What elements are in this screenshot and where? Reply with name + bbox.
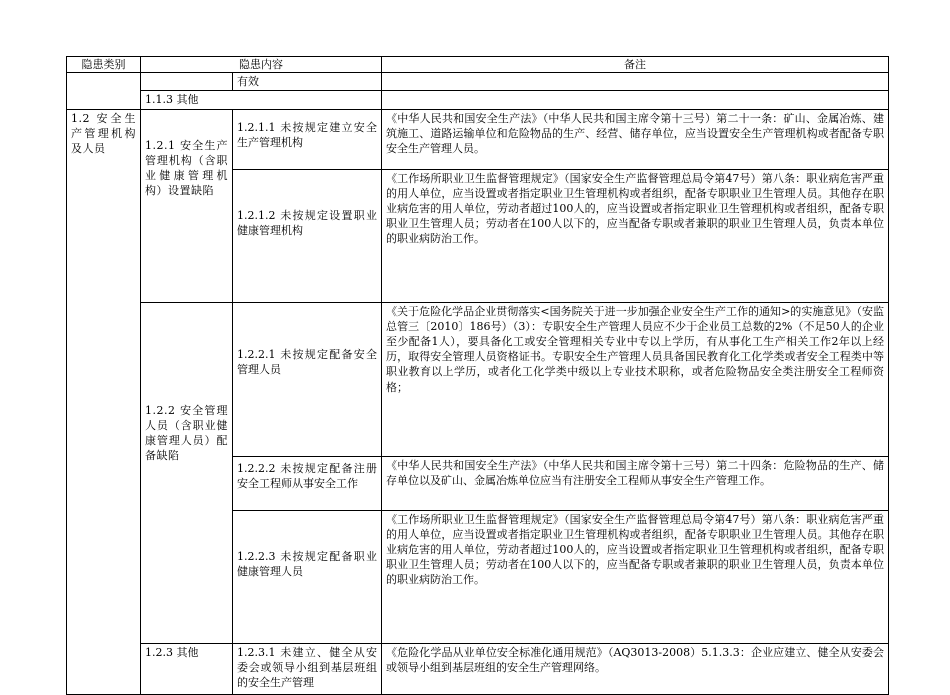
item-cell: 1.2.1.2 未按规定设置职业健康管理机构 (233, 169, 382, 302)
remarks-cell: 《中华人民共和国安全生产法》（中华人民共和国主席令第十三号）第二十四条：危险物品的生产、储存单位以及矿山、金属冶炼单位应当有注册安全工程师从事安全生产管理工作。 (382, 456, 889, 510)
header-row (67, 57, 889, 73)
header-category: 隐患类别 (67, 57, 141, 73)
remarks-cell: 《工作场所职业卫生监督管理规定》（国家安全生产监督管理总局令第47号）第八条：职业病危害严重的用人单位，应当设置或者指定职业卫生管理机构或者组织，配备专职职业卫生管理人员。其他存在职业病危害的用人单位，劳动者超过100人的，应当设置或者指定职业卫生管理机构或者组织，配备专职职业卫生管理人员；劳动者在100人以下的，应当配备专职或者兼职的职业卫生管理人员，负责本单位的职业病防治工作。 (382, 510, 889, 643)
subcategory-cell: 1.2.1 安全生产管理机构（含职业健康管理机构）设置缺陷 (141, 109, 233, 302)
table-row (67, 73, 889, 91)
hazard-table (66, 56, 889, 695)
item-cell: 1.2.1.1 未按规定建立安全生产管理机构 (233, 109, 382, 169)
subcategory-cell: 1.1.3 其他 (141, 91, 382, 109)
table-row (67, 91, 889, 109)
subcategory-cell: 1.2.3 其他 (141, 643, 233, 694)
header-content: 隐患内容 (141, 57, 382, 73)
remarks-cell: 《中华人民共和国安全生产法》（中华人民共和国主席令第十三号）第二十一条：矿山、金属冶炼、建筑施工、道路运输单位和危险物品的生产、经营、储存单位，应当设置安全生产管理机构或者配备专职安全生产管理人员。 (382, 109, 889, 169)
empty-category-cell (67, 73, 141, 109)
item-cell: 1.2.2.3 未按规定配备职业健康管理人员 (233, 510, 382, 643)
remarks-cell: 《工作场所职业卫生监督管理规定》（国家安全生产监督管理总局令第47号）第八条：职业病危害严重的用人单位，应当设置或者指定职业卫生管理机构或者组织，配备专职职业卫生管理人员。其他存在职业病危害的用人单位，劳动者超过100人的，应当设置或者指定职业卫生管理机构或者组织，配备专职职业卫生管理人员；劳动者在100人以下的，应当配备专职或者兼职的职业卫生管理人员，负责本单位的职业病防治工作。 (382, 169, 889, 302)
subcategory-cell: 1.2.2 安全管理人员（含职业健康管理人员）配备缺陷 (141, 302, 233, 643)
category-cell: 1.2 安全生产管理机构及人员 (67, 109, 141, 694)
header-remarks: 备注 (382, 57, 889, 73)
remarks-cell: 《危险化学品从业单位安全标准化通用规范》（AQ3013-2008）5.1.3.3：企业应建立、健全从安委会或领导小组到基层班组的安全生产管理网络。 (382, 643, 889, 694)
table-row (67, 643, 889, 694)
table-row (67, 109, 889, 169)
empty-cell (382, 73, 889, 91)
continued-text-cell: 有效 (233, 73, 382, 91)
item-cell: 1.2.2.2 未按规定配备注册安全工程师从事安全工作 (233, 456, 382, 510)
table-row (67, 302, 889, 456)
item-cell: 1.2.3.1 未建立、健全从安委会或领导小组到基层班组的安全生产管理 (233, 643, 382, 694)
item-cell: 1.2.2.1 未按规定配备安全管理人员 (233, 302, 382, 456)
remarks-cell: 《关于危险化学品企业贯彻落实<国务院关于进一步加强企业安全生产工作的通知>的实施意见》（安监总管三〔2010〕186号）（3）：专职安全生产管理人员应不少于企业员工总数的2%（不足50人的企业至少配备1人），要具备化工或安全管理相关专业中专以上学历，有从事化工生产相关工作2年以上经历，取得安全管理人员资格证书。专职安全生产管理人员具备国民教育化工化学类或者安全工程类中等职业教育以上学历，或者化工化学类中级以上专业技术职称，或者危险物品安全类注册安全工程师资格； (382, 302, 889, 456)
empty-cell (141, 73, 233, 91)
empty-cell (382, 91, 889, 109)
